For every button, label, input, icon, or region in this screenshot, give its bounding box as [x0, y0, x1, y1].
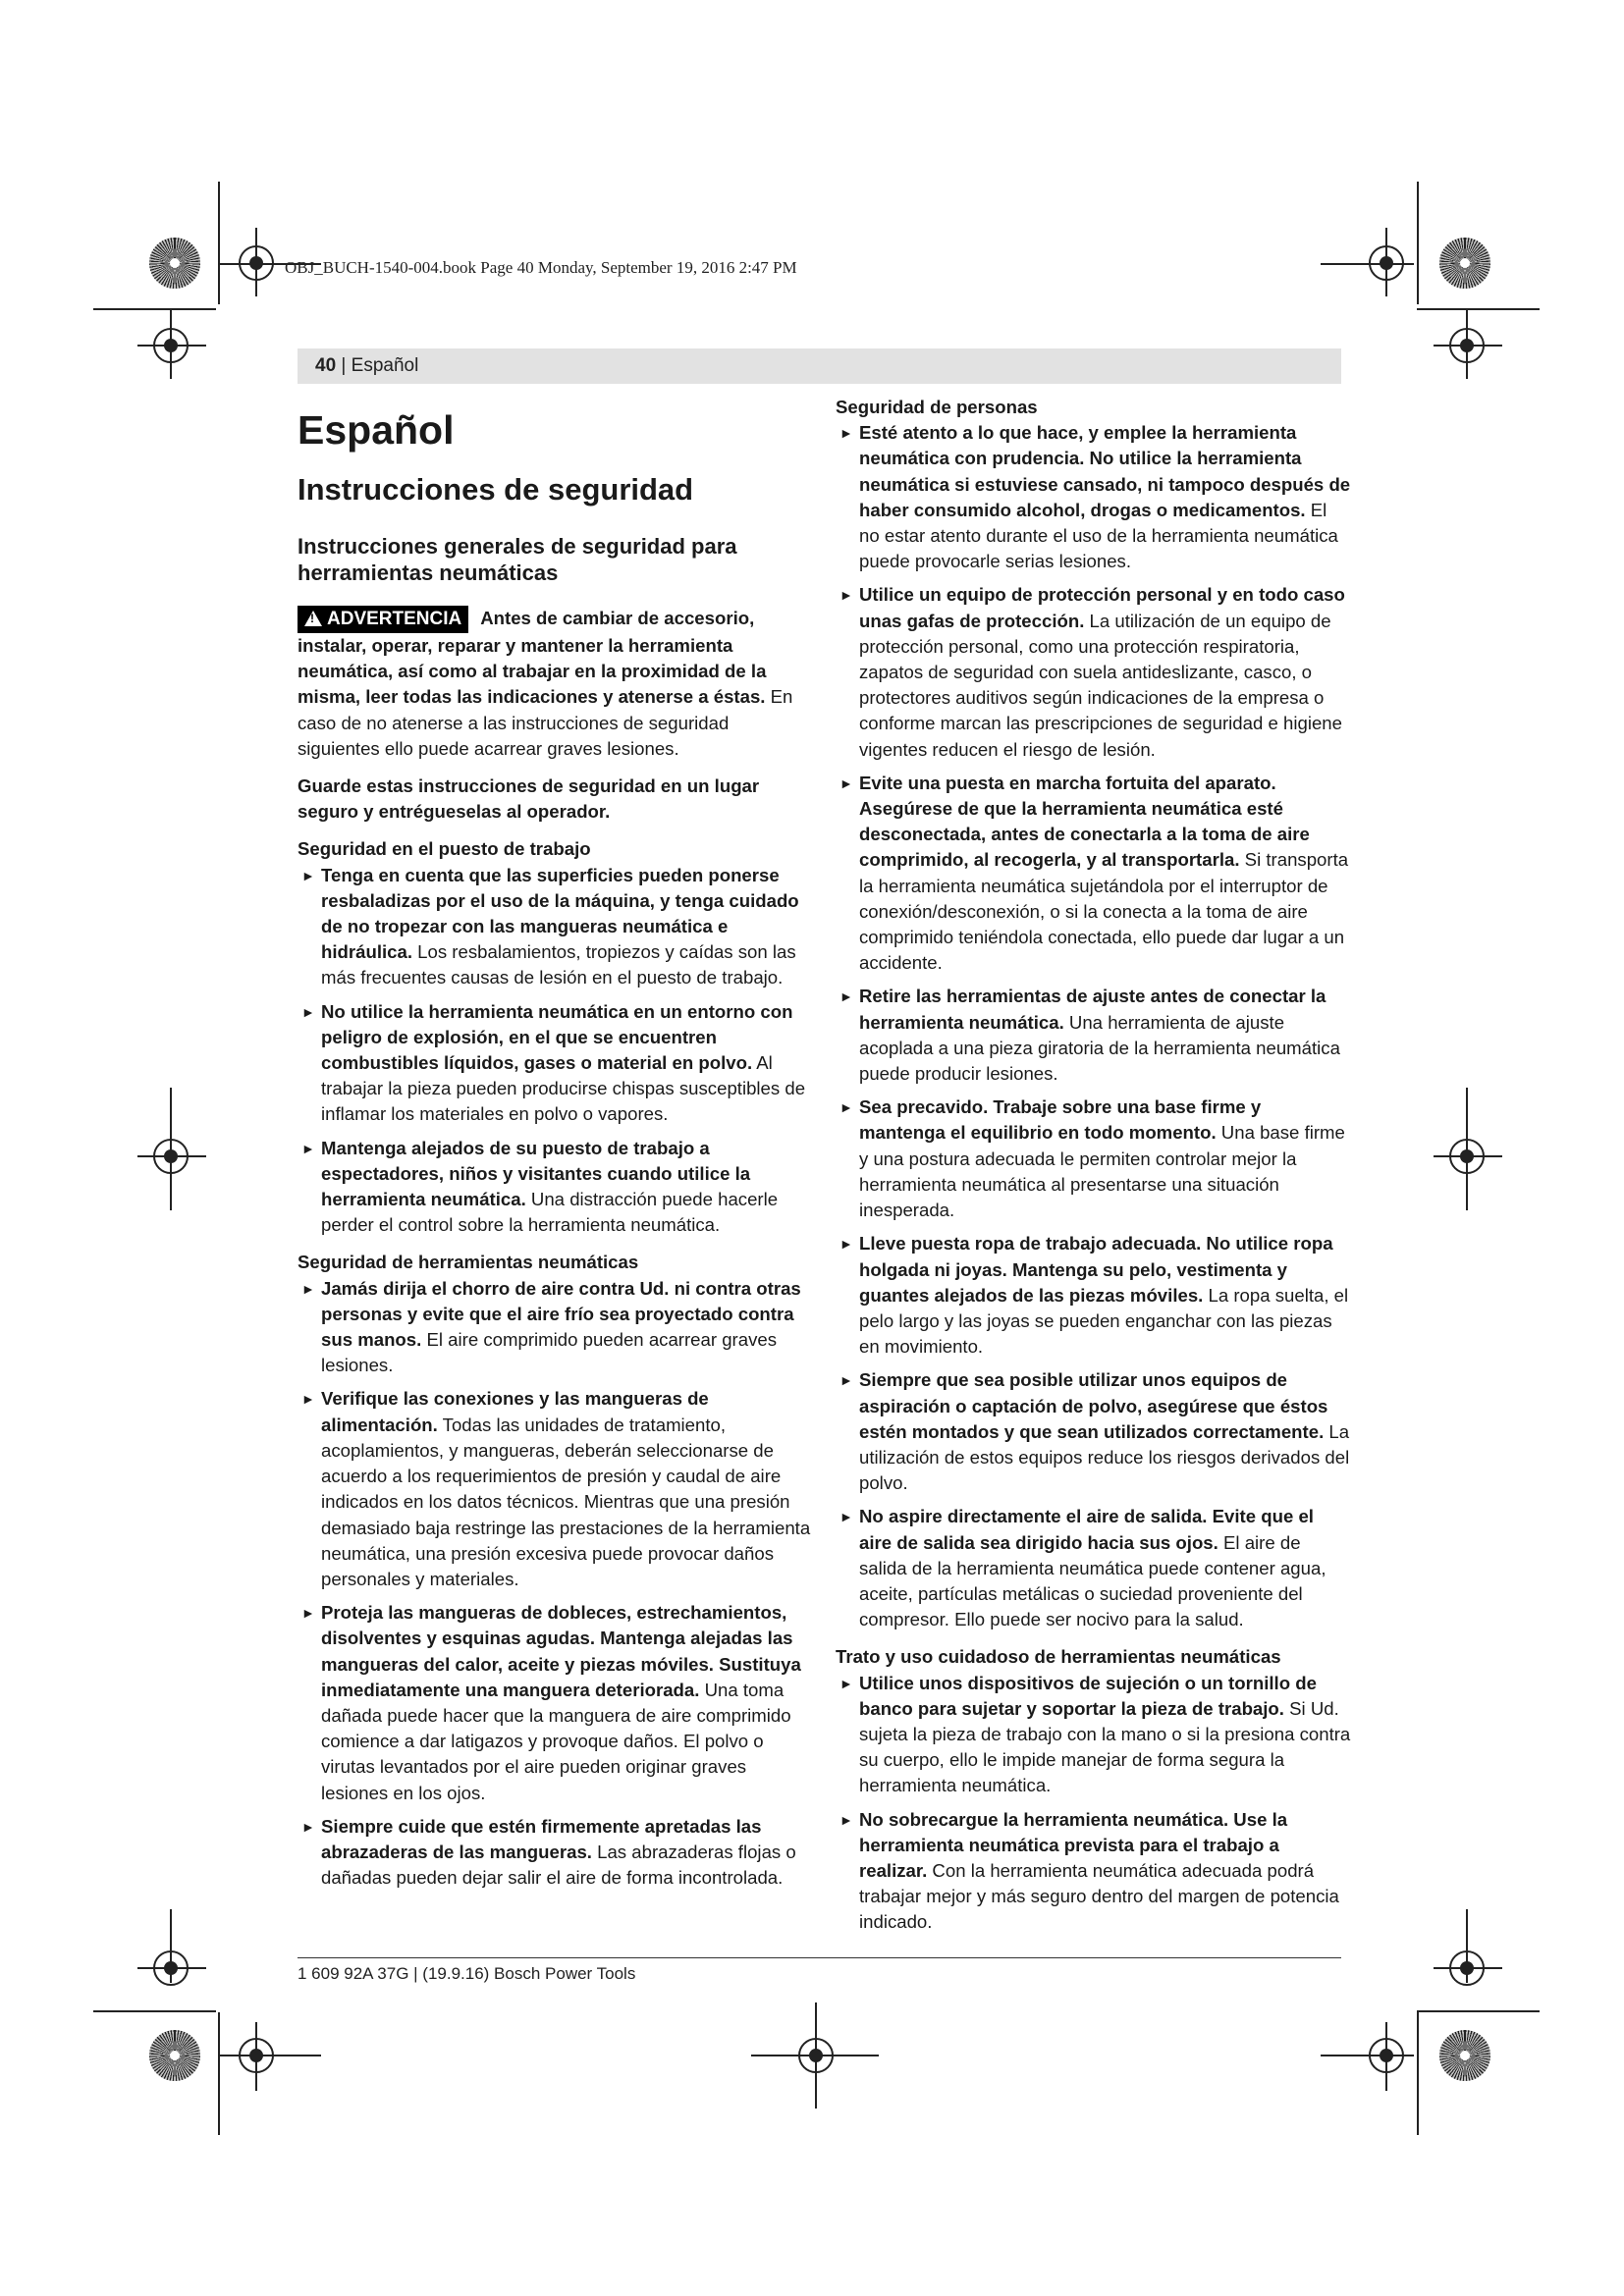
list-item: ► Sea precavido. Trabaje sobre una base firme y mantenga el equilibrio en todo momento. Una base firme y una postura adecuada le permiten controlar mejor la herramienta neumática al presentarse una situación inesperada.	[839, 1096, 1345, 1221]
list-item: ► Mantenga alejados de su puesto de trabajo a espectadores, niños y visitantes cuando utilice la herramienta neumática. Una distracción puede hacerle perder el control sobre la herramienta neumática.	[301, 1137, 779, 1236]
bullet-icon: ►	[301, 1391, 315, 1408]
tool-safety-heading: Seguridad de herramientas neumáticas	[298, 1252, 639, 1273]
bullet-icon: ►	[301, 867, 315, 883]
warning-paragraph	[298, 606, 813, 762]
list-item: ► Lleve puesta ropa de trabajo adecuada. No utilice ropa holgada ni joyas. Mantenga su pelo, vestimenta y guantes alejados de las piezas móviles. La ropa suelta, el pelo largo y las joyas se pueden enganchar con las piezas en movimiento.	[839, 1233, 1349, 1358]
list-item: ► Tenga en cuenta que las superficies pueden ponerse resbaladizas por el uso de la máquina, y tenga cuidado de no tropezar con las mangueras neumática e hidráulica. Los resbalamientos, tropiezos y caídas son las más frecuentes causas de lesión en el puesto de trabajo.	[301, 864, 799, 988]
bullet-icon: ►	[301, 1140, 315, 1156]
page-footer: 1 609 92A 37G | (19.9.16) Bosch Power Tools	[298, 1964, 636, 1983]
warning-badge: !ADVERTENCIA	[298, 606, 468, 633]
bullet-icon: ►	[839, 1372, 853, 1389]
color-bar-mark-icon	[149, 238, 200, 289]
subtitle: Instrucciones de seguridad	[298, 472, 694, 507]
header-section: Español	[351, 355, 419, 376]
color-bar-mark-icon	[1439, 2030, 1490, 2081]
list-item: ► Utilice un equipo de protección personal y en todo caso unas gafas de protección. La utilización de un equipo de protección personal, como una protección respiratoria, zapatos de seguridad con suela antideslizante, casco, o protectores auditivos según indicaciones de la empresa o conforme marcan las prescripciones de seguridad e higiene vigentes reducen el riesgo de lesión.	[839, 584, 1345, 760]
bullet-icon: ►	[839, 1811, 853, 1828]
list-item: ► Siempre que sea posible utilizar unos equipos de aspiración o captación de polvo, asegúrese que éstos estén montados y que sean utilizados correctamente. La utilización de estos equipos reduce los riesgos derivados del polvo.	[839, 1369, 1350, 1494]
bullet-icon: ►	[839, 425, 853, 442]
handling-heading: Trato y uso cuidadoso de herramientas neumáticas	[836, 1646, 1281, 1668]
right-column	[836, 395, 1351, 1936]
keep-instructions: Guarde estas instrucciones de seguridad en un lugar seguro y entrégueselas al operador.	[298, 775, 760, 823]
bullet-icon: ►	[839, 1236, 853, 1253]
warning-triangle-icon	[304, 611, 322, 626]
bullet-icon: ►	[839, 587, 853, 604]
list-item: ► No sobrecargue la herramienta neumática. Use la herramienta neumática prevista para el trabajo a realizar. Con la herramienta neumática adecuada podrá trabajar mejor y más seguro dentro del margen de potencia indicado.	[839, 1808, 1339, 1933]
bullet-icon: ►	[839, 1509, 853, 1525]
bullet-icon: ►	[839, 988, 853, 1005]
personal-heading: Seguridad de personas	[836, 397, 1038, 417]
list-item: ► No utilice la herramienta neumática en un entorno con peligro de explosión, en el que se encuentren combustibles líquidos, gases o material en polvo. Al trabajar la pieza pueden producirse chispas susceptibles de inflamar los materiales en polvo o vapores.	[301, 1000, 806, 1125]
header-separator: |	[341, 355, 347, 376]
bullet-icon: ►	[301, 1280, 315, 1297]
personal-list	[836, 420, 1351, 1632]
bullet-icon: ►	[839, 1099, 853, 1116]
bullet-icon: ►	[301, 1003, 315, 1020]
list-item: ► Utilice unos dispositivos de sujeción o un tornillo de banco para sujetar y soportar la pieza de trabajo. Si Ud. sujeta la pieza de trabajo con la mano o si la presiona contra su cuerpo, ello le impide manejar de forma segura la herramienta neumática.	[839, 1672, 1351, 1796]
list-item: ► Siempre cuide que estén firmemente apretadas las abrazaderas de las mangueras. Las abrazaderas flojas o dañadas pueden dejar salir el aire de forma incontrolada.	[301, 1815, 796, 1889]
color-bar-mark-icon	[1439, 238, 1490, 289]
list-item: ► No aspire directamente el aire de salida. Evite que el aire de salida sea dirigido hacia sus ojos. El aire de salida de la herramienta neumática puede contener agua, aceite, partículas metálicas o suciedad proveniente del compresor. Ello puede ser nocivo para la salud.	[839, 1506, 1326, 1630]
handling-list	[836, 1671, 1351, 1936]
workplace-list	[298, 863, 813, 1239]
warning-text: En caso de no atenerse a las instrucciones de seguridad siguientes ello puede acarrear graves lesiones.	[298, 686, 793, 759]
bullet-icon: ►	[301, 1605, 315, 1622]
file-info-line: OBJ_BUCH-1540-004.book Page 40 Monday, September 19, 2016 2:47 PM	[285, 258, 797, 277]
page-number: 40	[315, 355, 337, 376]
warning-bold: Antes de cambiar de accesorio, instalar, operar, reparar y mantener la herramienta neumática, así como al trabajar en la proximidad de la misma, leer todas las indicaciones y atenerse a éstas.	[298, 608, 767, 708]
list-item: ► Verifique las conexiones y las mangueras de alimentación. Todas las unidades de tratamiento, acoplamientos, y mangueras, deberán seleccionarse de acuerdo a los requerimientos de presión y caudal de aire indicados en los datos técnicos. Mientras que una presión demasiado baja restringe las prestaciones de la herramienta neumática, una presión excesiva puede provocar daños personales y materiales.	[301, 1388, 811, 1589]
footer-rule	[298, 1957, 1341, 1958]
list-item: ► Retire las herramientas de ajuste antes de conectar la herramienta neumática. Una herramienta de ajuste acoplada a una pieza giratoria de la herramienta neumática puede producir lesiones.	[839, 986, 1340, 1085]
bullet-icon: ►	[301, 1818, 315, 1835]
list-item: ► Proteja las mangueras de dobleces, estrechamientos, disolventes y esquinas agudas. Mantenga alejadas las mangueras del calor, aceite y piezas móviles. Sustituya inmediatamente una manguera deteriorada. Una toma dañada puede hacer que la manguera de aire comprimido comience a dar latigazos y provoque daños. El polvo o virutas levantados por el aire pueden originar graves lesiones en los ojos.	[301, 1602, 801, 1803]
bullet-icon: ►	[839, 774, 853, 791]
section-heading: Instrucciones generales de seguridad para herramientas neumáticas	[298, 534, 737, 585]
list-item: ► Esté atento a lo que hace, y emplee la herramienta neumática con prudencia. No utilice la herramienta neumática si estuviese cansado, ni tampoco después de haber consumido alcohol, drogas o medicamentos. El no estar atento durante el uso de la herramienta neumática puede provocarle serias lesiones.	[839, 422, 1351, 572]
list-item: ► Jamás dirija el chorro de aire contra Ud. ni contra otras personas y evite que el aire frío sea proyectado contra sus manos. El aire comprimido pueden acarrear graves lesiones.	[301, 1277, 801, 1376]
color-bar-mark-icon	[149, 2030, 200, 2081]
bullet-icon: ►	[839, 1675, 853, 1691]
page-header	[298, 348, 1341, 384]
workplace-heading: Seguridad en el puesto de trabajo	[298, 838, 591, 860]
left-column	[298, 407, 813, 1891]
page-title: Español	[298, 407, 455, 453]
list-item: ► Evite una puesta en marcha fortuita del aparato. Asegúrese de que la herramienta neumática esté desconectada, antes de conectarla a la toma de aire comprimido, al recogerla, y al transportarla. Si transporta la herramienta neumática sujetándola por el interruptor de conexión/desconexión, o si la conecta a la toma de aire comprimido teniéndola conectada, ello puede dar lugar a un accidente.	[839, 772, 1349, 974]
tool-safety-list	[298, 1276, 813, 1892]
